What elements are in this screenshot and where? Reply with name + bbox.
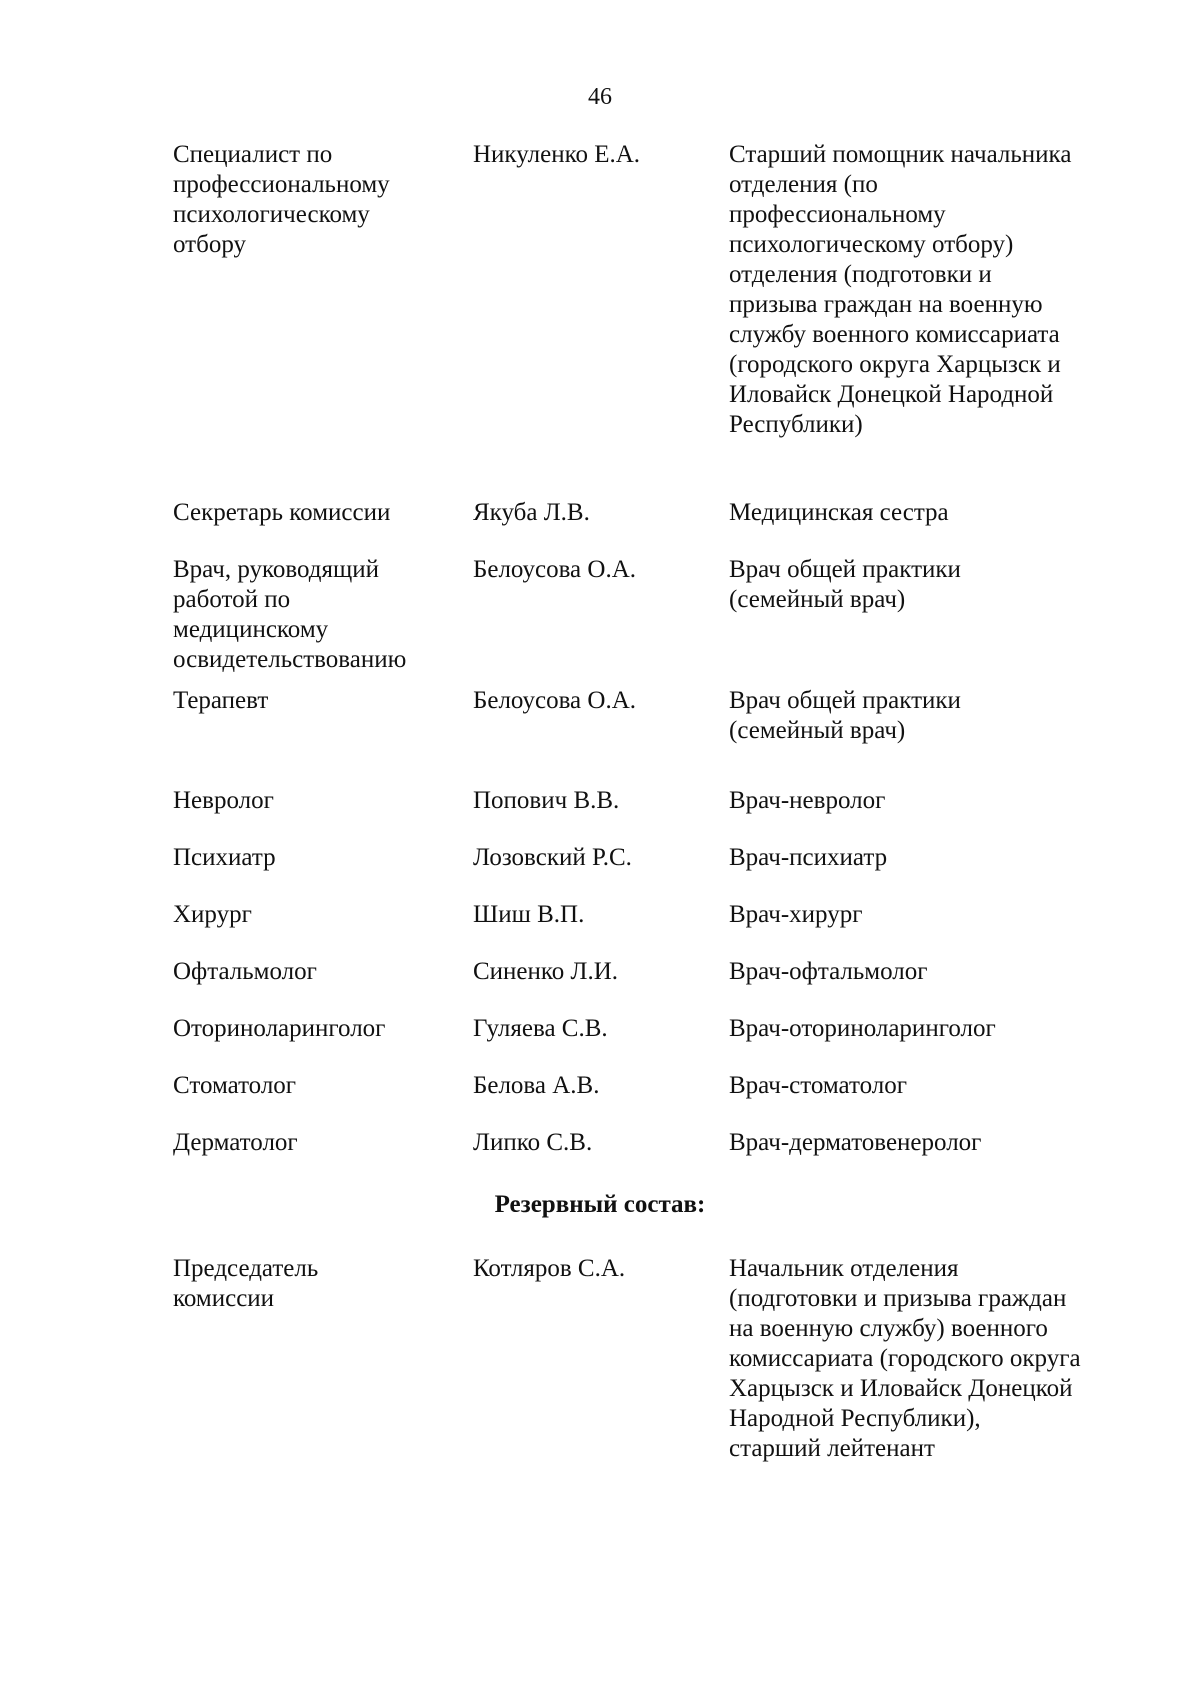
row-name: Синенко Л.И.: [473, 958, 619, 985]
row-name: Белова А.В.: [473, 1072, 600, 1099]
row-position: Врач-офтальмолог: [729, 958, 928, 985]
row-position: Врач-оториноларинголог: [729, 1015, 996, 1042]
page-number: 46: [588, 84, 612, 110]
row-role: Специалист по профессиональному психологическому отбору: [173, 141, 390, 258]
reserve-section-title: Резервный состав:: [494, 1191, 706, 1218]
row-role: Офтальмолог: [173, 958, 317, 985]
row-name: Белоусова О.А.: [473, 687, 637, 714]
row-name: Шиш В.П.: [473, 901, 585, 928]
row-position: Медицинская сестра: [729, 499, 949, 526]
row-name: Лозовский Р.С.: [473, 844, 632, 871]
row-role: Невролог: [173, 787, 274, 814]
row-position: Врач общей практики (семейный врач): [729, 556, 961, 613]
row-role: Врач, руководящий работой по медицинскому освидетельствованию: [173, 556, 407, 673]
reserve-row-role: Председатель комиссии: [173, 1255, 319, 1312]
row-name: Якуба Л.В.: [473, 499, 590, 526]
row-name: Липко С.В.: [473, 1129, 593, 1156]
row-role: Оториноларинголог: [173, 1015, 386, 1042]
row-role: Стоматолог: [173, 1072, 297, 1099]
row-position: Врач-невролог: [729, 787, 886, 814]
row-name: Никуленко Е.А.: [473, 141, 641, 168]
row-name: Попович В.В.: [473, 787, 620, 814]
row-role: Хирург: [173, 901, 252, 928]
row-role: Психиатр: [173, 844, 276, 871]
row-role: Дерматолог: [173, 1129, 298, 1156]
reserve-row-position: Начальник отделения (подготовки и призыва граждан на военную службу) военного комиссариата (городского округа Харцызск и Иловайск Донецкой Народной Республики), старший лейтенант: [729, 1255, 1081, 1462]
row-position: Врач-психиатр: [729, 844, 888, 871]
row-position: Врач-хирург: [729, 901, 863, 928]
row-name: Гуляева С.В.: [473, 1015, 608, 1042]
row-position: Врач-стоматолог: [729, 1072, 907, 1099]
row-position: Старший помощник начальника отделения (по профессиональному психологическому отбору) отделения (подготовки и призыва граждан на военную службу военного комиссариата (городского округа Харцызск и Иловайск Донецкой Народной Республики): [729, 141, 1072, 438]
row-position: Врач-дерматовенеролог: [729, 1129, 982, 1156]
row-role: Терапевт: [173, 687, 269, 714]
row-role: Секретарь комиссии: [173, 499, 391, 526]
row-position: Врач общей практики (семейный врач): [729, 687, 961, 744]
reserve-row-name: Котляров С.А.: [473, 1255, 626, 1282]
row-name: Белоусова О.А.: [473, 556, 637, 583]
